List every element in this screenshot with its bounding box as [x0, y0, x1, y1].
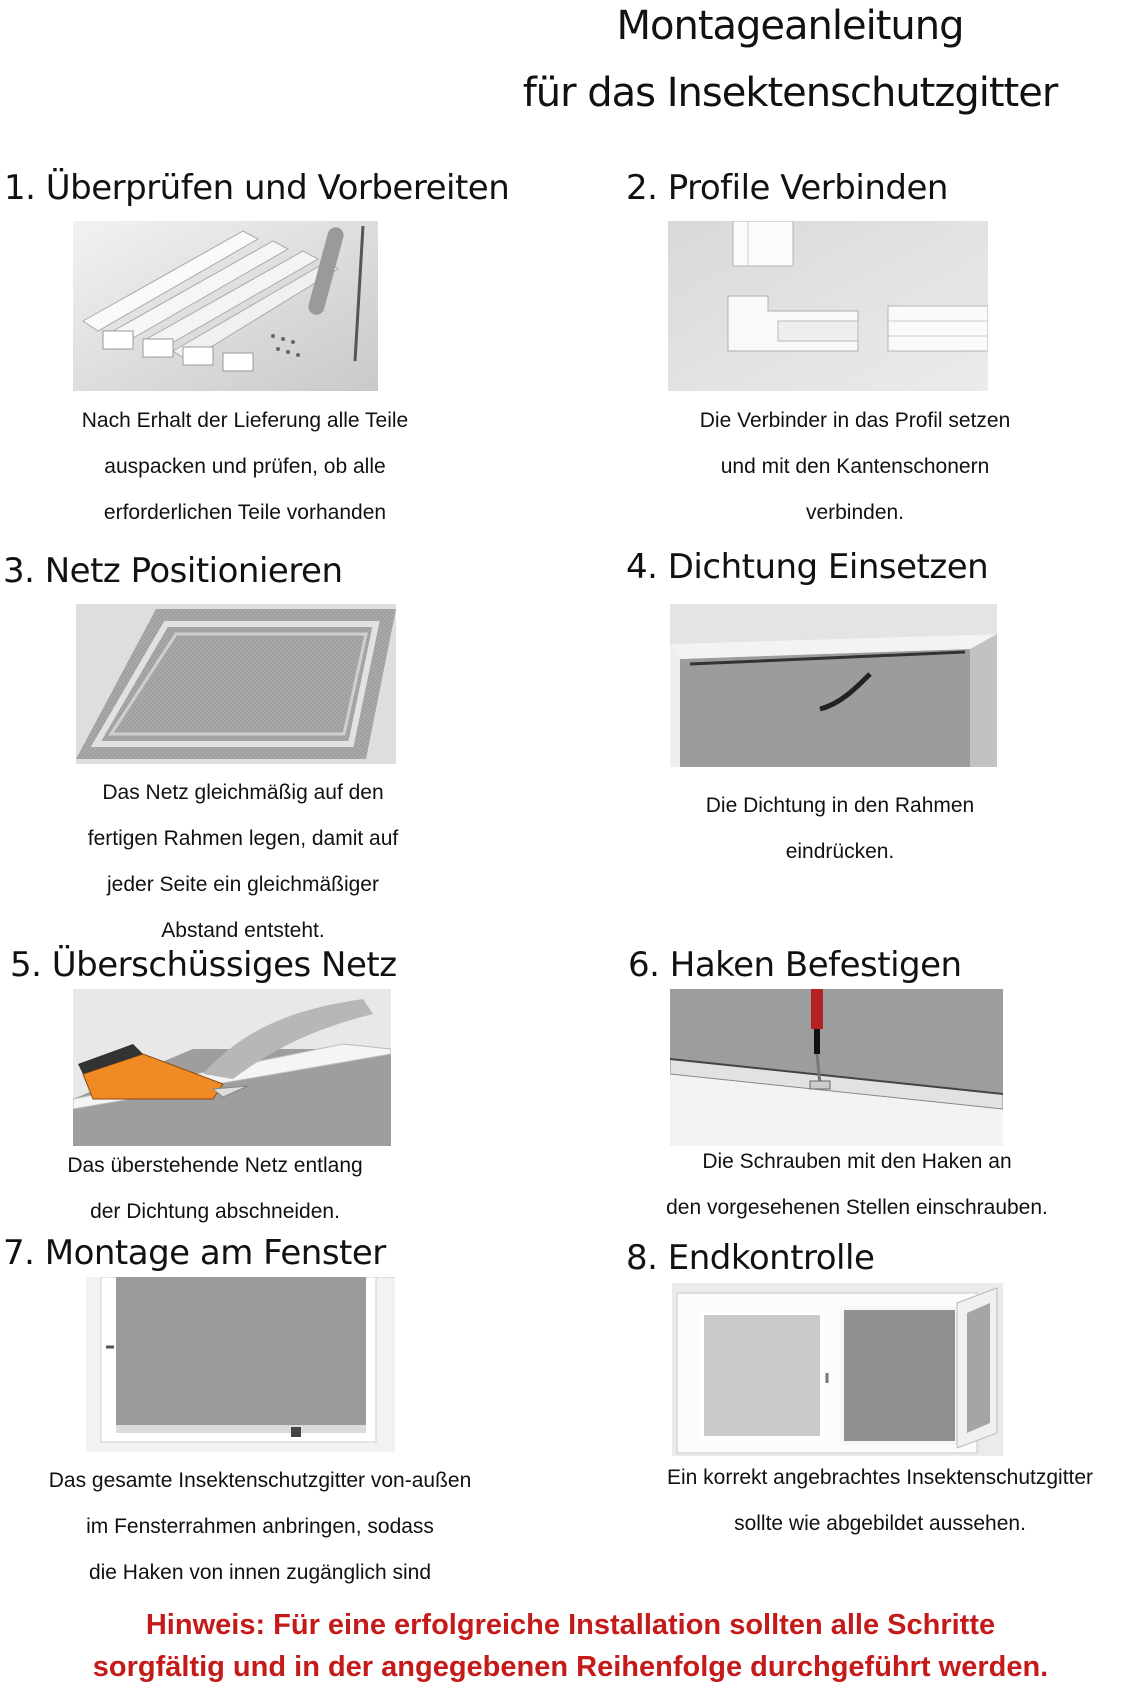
- page-title-line-2: für das Insektenschutzgitter: [522, 70, 1058, 116]
- step-3-desc-line: Abstand entsteht.: [161, 919, 325, 942]
- step-4-description: [620, 783, 1060, 875]
- step-6-title: 6. Haken Befestigen: [628, 945, 962, 985]
- step-6-desc-line: den vorgesehenen Stellen einschrauben.: [666, 1196, 1048, 1219]
- step-1-title: 1. Überprüfen und Vorbereiten: [4, 168, 510, 208]
- step-7-desc-line: die Haken von innen zugänglich sind: [88, 1561, 432, 1584]
- step-2-title: 2. Profile Verbinden: [626, 168, 948, 208]
- note-line-1: Hinweis: Für eine erfolgreiche Installation sollten alle Schritte: [145, 1609, 996, 1641]
- step-1-description: [10, 398, 480, 536]
- step-6-desc-line: Die Schrauben mit den Haken an: [702, 1150, 1012, 1173]
- step-6-image: [670, 989, 1003, 1146]
- step-2-desc-line: verbinden.: [805, 501, 905, 524]
- step-7-title: 7. Montage am Fenster: [3, 1233, 386, 1273]
- step-1-desc-line: Nach Erhalt der Lieferung alle Teile: [81, 409, 409, 432]
- step-4-desc-line: Die Dichtung in den Rahmen: [705, 794, 975, 817]
- step-8-image: [672, 1283, 1003, 1456]
- step-5-description: [5, 1143, 425, 1235]
- step-4-image: [670, 604, 997, 767]
- step-7-image: [86, 1277, 395, 1452]
- step-3-desc-line: fertigen Rahmen legen, damit auf: [87, 827, 399, 850]
- installation-note: [0, 1604, 1141, 1688]
- step-8-desc-line: Ein korrekt angebrachtes Insektenschutzgitter: [666, 1466, 1094, 1489]
- step-6-description: [622, 1139, 1092, 1231]
- step-5-desc-line: Das überstehende Netz entlang: [67, 1154, 363, 1177]
- step-4-title: 4. Dichtung Einsetzen: [626, 547, 989, 587]
- step-8-description: [620, 1455, 1140, 1547]
- step-3-title: 3. Netz Positionieren: [3, 551, 343, 591]
- step-5-image: [73, 989, 391, 1146]
- step-2-description: [620, 398, 1090, 536]
- step-1-desc-line: auspacken und prüfen, ob alle: [104, 455, 386, 478]
- note-line-2: sorgfältig und in der angegebenen Reihenfolge durchgeführt werden.: [92, 1651, 1049, 1683]
- step-2-image: [668, 221, 988, 391]
- page-title-line-1: Montageanleitung: [616, 3, 964, 49]
- step-1-desc-line: erforderlichen Teile vorhanden: [103, 501, 387, 524]
- step-8-title: 8. Endkontrolle: [626, 1238, 875, 1278]
- step-2-desc-line: und mit den Kantenschonern: [720, 455, 990, 478]
- step-5-title: 5. Überschüssiges Netz: [10, 945, 397, 985]
- step-3-image: [76, 604, 396, 764]
- step-3-desc-line: jeder Seite ein gleichmäßiger: [107, 873, 379, 896]
- step-3-description: [8, 770, 478, 954]
- step-8-desc-line: sollte wie abgebildet aussehen.: [734, 1512, 1026, 1535]
- step-5-desc-line: der Dichtung abschneiden.: [90, 1200, 340, 1223]
- step-3-desc-line: Das Netz gleichmäßig auf den: [102, 781, 384, 804]
- step-7-desc-line: Das gesamte Insektenschutzgitter von-außen: [48, 1469, 472, 1492]
- step-7-desc-line: im Fensterrahmen anbringen, sodass: [86, 1515, 434, 1538]
- step-2-desc-line: Die Verbinder in das Profil setzen: [699, 409, 1011, 432]
- step-7-description: [0, 1458, 520, 1596]
- step-1-image: [73, 221, 378, 391]
- step-4-desc-line: eindrücken.: [785, 840, 895, 863]
